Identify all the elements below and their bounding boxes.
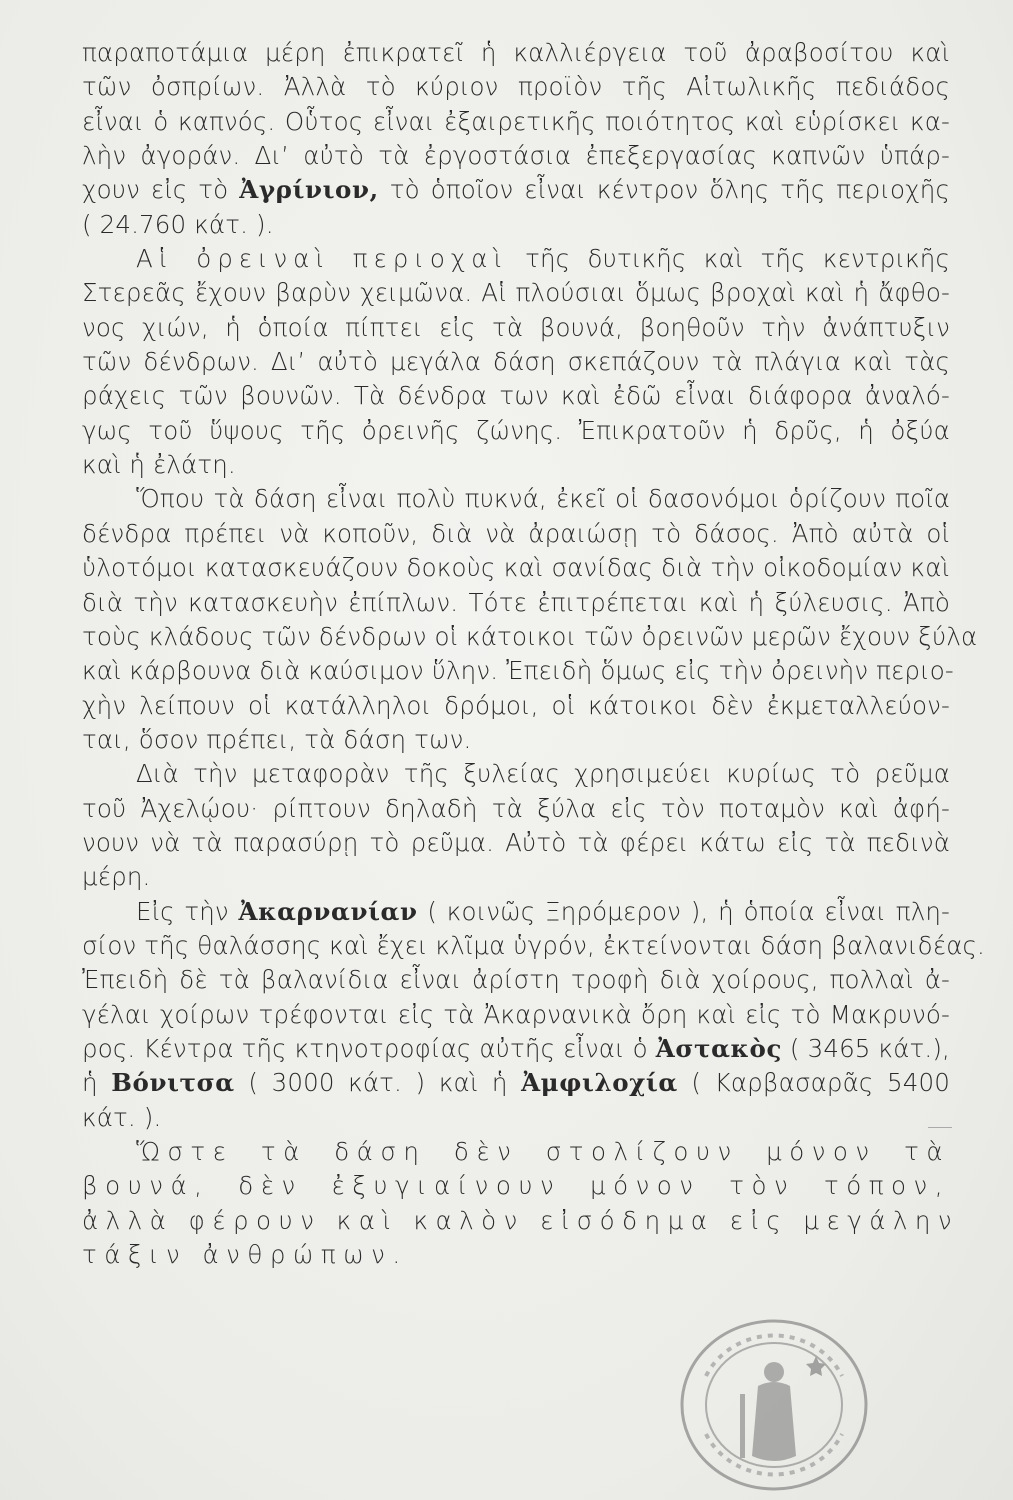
text-line: νος χιών, ἡ ὁποία πίπτει εἰς τὰ βουνά, βοηθοῦν τὴν ἀνάπτυξιν: [82, 312, 950, 342]
text-line: τῶν δένδρων. Δι’ αὐτὸ μεγάλα δάση σκεπάζουν τὰ πλάγια καὶ τὰς: [82, 347, 950, 377]
place-name-vonitsa: Βόνιτσα: [111, 1068, 235, 1098]
text-line: τῶν ὀσπρίων. Ἀλλὰ τὸ κύριον προϊὸν τῆς Αἰτωλικῆς πεδιάδος: [82, 72, 950, 102]
text-run: ( 3465 κάτ.),: [781, 1033, 950, 1063]
text-line: Ἐπειδὴ δὲ τὰ βαλανίδια εἶναι ἀρίστη τροφὴ διὰ χοίρους, πολλαὶ ἀ-: [82, 965, 950, 995]
text-run: χουν εἰς τὸ: [82, 175, 240, 205]
text-line: τοῦ Ἀχελῴου· ρίπτουν δηλαδὴ τὰ ξύλα εἰς τὸν ποταμὸν καὶ ἀφή-: [82, 793, 950, 823]
text-line: παραποτάμια μέρη ἐπικρατεῖ ἡ καλλιέργεια τοῦ ἀραβοσίτου καὶ: [82, 38, 950, 67]
text-run: ( κοινῶς Ξηρόμερον ), ἡ ὁποία εἶναι πλη-: [417, 896, 951, 926]
text-line: γέλαι χοίρων τρέφονται εἰς τὰ Ἀκαρνανικὰ ὄρη καὶ εἰς τὸ Μακρυνό-: [82, 999, 950, 1029]
text-line: Ὅπου τὰ δάση εἶναι πολὺ πυκνά, ἐκεῖ οἱ δασονόμοι ὁρίζουν ποῖα: [136, 484, 950, 514]
text-line: [82, 242, 950, 276]
text-line: Διὰ τὴν μεταφορὰν τῆς ξυλείας χρησιμεύει κυρίως τὸ ρεῦμα: [136, 759, 950, 789]
text-line: κάτ. ).: [82, 1102, 162, 1132]
text-line: νουν νὰ τὰ παρασύρῃ τὸ ρεῦμα. Αὐτὸ τὰ φέρει κάτω εἰς τὰ πεδινὰ: [82, 827, 950, 857]
library-stamp-icon: [676, 1316, 872, 1494]
text-run: τὸ ὁποῖον εἶναι κέντρον ὅλης τῆς περιοχῆς: [378, 175, 950, 205]
text-line: Ὥστε τὰ δάση δὲν στολίζουν μόνον τὰ: [136, 1137, 950, 1166]
text-line: καὶ ἡ ἐλάτη.: [82, 450, 236, 480]
text-line: τάξιν ἀνθρώπων.: [82, 1240, 408, 1270]
text-run: ρος. Κέντρα τῆς κτηνοτροφίας αὐτῆς εἶναι ὁ: [82, 1033, 656, 1063]
text-line: δένδρα πρέπει νὰ κοποῦν, διὰ νὰ ἀραιώσῃ τὸ δάσος. Ἀπὸ αὐτὰ οἱ: [82, 518, 950, 548]
text-line: καὶ κάρβουνα διὰ καύσιμον ὕλην. Ἐπειδὴ ὅμως εἰς τὴν ὀρεινὴν περιο-: [82, 656, 954, 686]
text-line: ράχεις τῶν βουνῶν. Τὰ δένδρα των καὶ ἐδῶ εἶναι διάφορα ἀναλό-: [82, 381, 950, 411]
page-text: [82, 36, 985, 1272]
text-line: [82, 895, 950, 929]
text-line: εἶναι ὁ καπνός. Οὗτος εἶναι ἐξαιρετικῆς ποιότητος καὶ εὑρίσκει κα-: [82, 106, 950, 136]
text-line: σίον τῆς θαλάσσης καὶ ἔχει κλῖμα ὑγρόν, ἐκτείνονται δάση βαλανιδέας.: [82, 930, 985, 960]
text-line: λὴν ἀγοράν. Δι’ αὐτὸ τὰ ἐργοστάσια ἐπεξεργασίας καπνῶν ὑπάρ-: [82, 141, 950, 171]
text-line: [82, 1066, 950, 1100]
text-run: ( Καρβασαρᾶς 5400: [677, 1068, 950, 1098]
text-run: ( 3000 κάτ. ) καὶ ἡ: [234, 1068, 522, 1098]
text-line: ( 24.760 κάτ. ).: [82, 209, 274, 239]
text-run: Εἰς τὴν: [136, 896, 239, 926]
text-line: [82, 1032, 950, 1066]
text-line: ται, ὅσον πρέπει, τὰ δάση των.: [82, 724, 472, 754]
text-line: διὰ τὴν κατασκευὴν ἐπίπλων. Τότε ἐπιτρέπεται καὶ ἡ ξύλευσις. Ἀπὸ: [82, 587, 950, 617]
text-line: μέρη.: [82, 862, 151, 892]
text-line: Στερεᾶς ἔχουν βαρὺν χειμῶνα. Αἱ πλούσιαι ὅμως βροχαὶ καὶ ἡ ἄφθο-: [82, 278, 950, 308]
place-name-akarnania: Ἀκαρνανίαν: [238, 896, 418, 926]
text-line: ἀλλὰ φέρουν καὶ καλὸν εἰσόδημα εἰς μεγάλην: [82, 1205, 960, 1235]
spaced-heading: Αἱ ὀρειναὶ περιοχαὶ: [136, 244, 508, 274]
text-line: βουνά, δὲν ἐξυγιαίνουν μόνον τὸν τόπον,: [82, 1171, 950, 1201]
place-name-amfilochia: Ἀμφιλοχία: [521, 1068, 678, 1098]
text-line: γως τοῦ ὕψους τῆς ὀρεινῆς ζώνης. Ἐπικρατοῦν ἡ δρῦς, ἡ ὀξύα: [82, 415, 950, 445]
divider: [928, 1127, 952, 1128]
text-run: τῆς δυτικῆς καὶ τῆς κεντρικῆς: [507, 244, 951, 274]
text-line: ὑλοτόμοι κατασκευάζουν δοκοὺς καὶ σανίδας διὰ τὴν οἰκοδομίαν καὶ: [82, 553, 950, 583]
text-line: τοὺς κλάδους τῶν δένδρων οἱ κάτοικοι τῶν ὀρεινῶν μερῶν ἔχουν ξύλα: [82, 621, 978, 651]
place-name-agrinion: Ἀγρίνιον,: [239, 175, 379, 205]
text-line: χὴν λείπουν οἱ κατάλληλοι δρόμοι, οἱ κάτοικοι δὲν ἐκμεταλλεύον-: [82, 690, 950, 720]
text-line: [82, 173, 950, 207]
place-name-astakos: Ἀστακὸς: [655, 1033, 782, 1063]
text-run: ἡ: [82, 1068, 112, 1098]
